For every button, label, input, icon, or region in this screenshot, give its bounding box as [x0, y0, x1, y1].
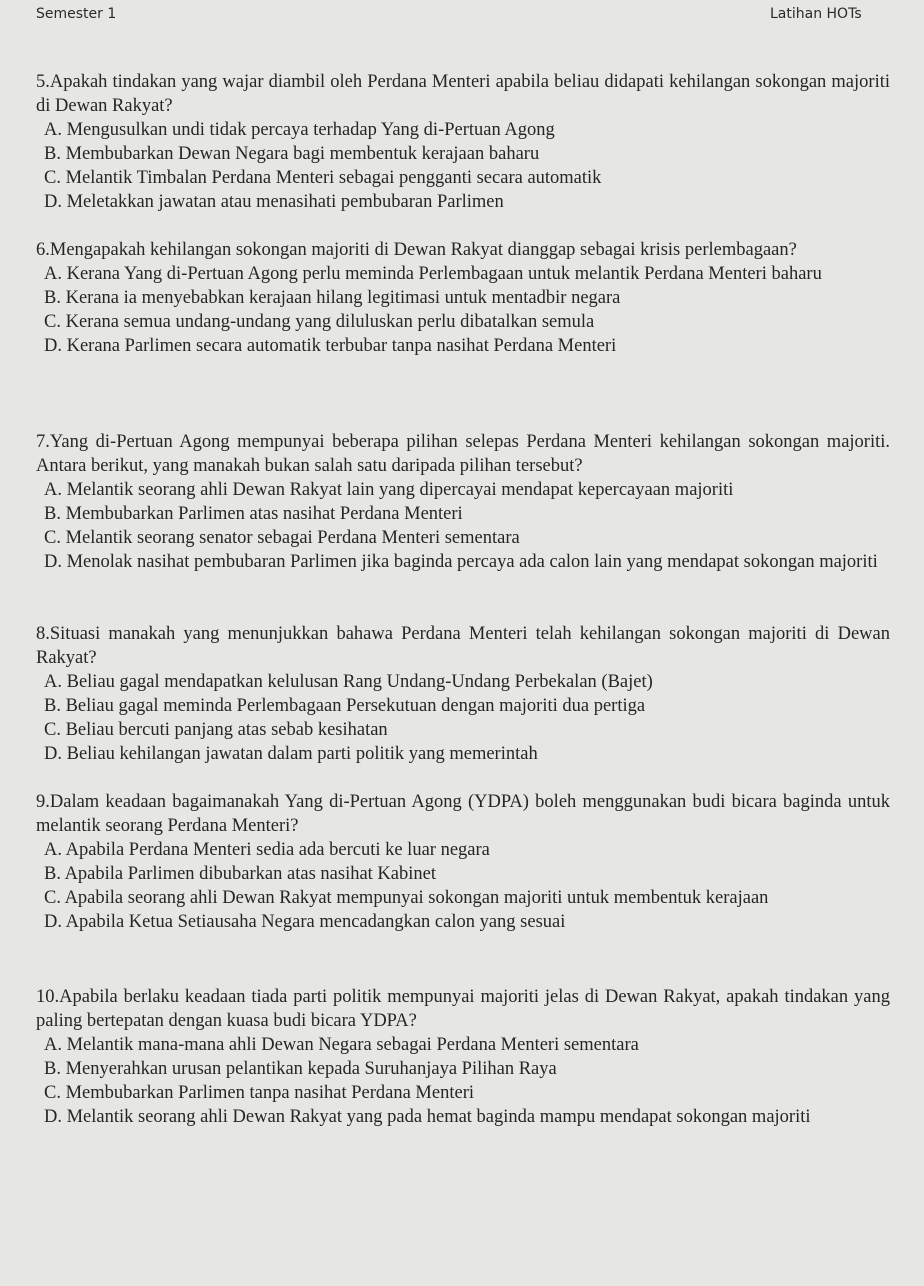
answer-option-D: D. Menolak nasihat pembubaran Parlimen jika baginda percaya ada calon lain yang mendapat sokongan majoriti [44, 552, 878, 572]
answer-option-C: C. Membubarkan Parlimen tanpa nasihat Perdana Menteri [44, 1083, 474, 1103]
answer-option-B: B. Apabila Parlimen dibubarkan atas nasihat Kabinet [44, 864, 436, 884]
answer-option-C: C. Melantik Timbalan Perdana Menteri sebagai pengganti secara automatik [44, 168, 602, 188]
answer-option-D: D. Meletakkan jawatan atau menasihati pembubaran Parlimen [44, 192, 504, 212]
answer-option-A: A. Melantik mana-mana ahli Dewan Negara sebagai Perdana Menteri sementara [44, 1035, 639, 1055]
answer-option-A: A. Beliau gagal mendapatkan kelulusan Rang Undang-Undang Perbekalan (Bajet) [44, 672, 653, 692]
question-7 [36, 430, 890, 574]
question-stem: 6.Mengapakah kehilangan sokongan majoriti di Dewan Rakyat dianggap sebagai krisis perlembagaan? [36, 240, 797, 260]
answer-option-A: A. Melantik seorang ahli Dewan Rakyat lain yang dipercayai mendapat kepercayaan majoriti [44, 480, 734, 500]
question-8 [36, 622, 890, 766]
worksheet-title: Latihan HOTs [770, 6, 862, 22]
answer-option-A: A. Mengusulkan undi tidak percaya terhadap Yang di-Pertuan Agong [44, 120, 555, 140]
question-stem: 7.Yang di-Pertuan Agong mempunyai beberapa pilihan selepas Perdana Menteri kehilangan sokongan majoriti. Antara berikut, yang manakah bukan salah satu daripada pilihan tersebut? [36, 432, 890, 476]
question-stem: 8.Situasi manakah yang menunjukkan bahawa Perdana Menteri telah kehilangan sokongan majoriti di Dewan Rakyat? [36, 624, 890, 668]
question-5 [36, 70, 890, 214]
answer-option-C: C. Melantik seorang senator sebagai Perdana Menteri sementara [44, 528, 520, 548]
answer-option-A: A. Apabila Perdana Menteri sedia ada bercuti ke luar negara [44, 840, 490, 860]
question-6 [36, 238, 890, 358]
answer-option-B: B. Membubarkan Dewan Negara bagi membentuk kerajaan baharu [44, 144, 540, 164]
answer-option-D: D. Melantik seorang ahli Dewan Rakyat yang pada hemat baginda mampu mendapat sokongan majoriti [44, 1107, 811, 1127]
answer-option-C: C. Apabila seorang ahli Dewan Rakyat mempunyai sokongan majoriti untuk membentuk kerajaan [44, 888, 769, 908]
question-stem: 5.Apakah tindakan yang wajar diambil oleh Perdana Menteri apabila beliau didapati kehilangan sokongan majoriti di Dewan Rakyat? [36, 72, 890, 116]
answer-option-D: D. Kerana Parlimen secara automatik terbubar tanpa nasihat Perdana Menteri [44, 336, 617, 356]
answer-option-B: B. Membubarkan Parlimen atas nasihat Perdana Menteri [44, 504, 463, 524]
answer-option-C: C. Kerana semua undang-undang yang diluluskan perlu dibatalkan semula [44, 312, 595, 332]
answer-option-A: A. Kerana Yang di-Pertuan Agong perlu meminda Perlembagaan untuk melantik Perdana Menteri baharu [44, 264, 822, 284]
answer-option-C: C. Beliau bercuti panjang atas sebab kesihatan [44, 720, 388, 740]
question-stem: 9.Dalam keadaan bagaimanakah Yang di-Pertuan Agong (YDPA) boleh menggunakan budi bicara baginda untuk melantik seorang Perdana Menteri? [36, 792, 890, 836]
question-stem: 10.Apabila berlaku keadaan tiada parti politik mempunyai majoriti jelas di Dewan Rakyat, apakah tindakan yang paling bertepatan dengan kuasa budi bicara YDPA? [36, 987, 890, 1031]
answer-option-B: B. Beliau gagal meminda Perlembagaan Persekutuan dengan majoriti dua pertiga [44, 696, 646, 716]
answer-option-D: D. Apabila Ketua Setiausaha Negara mencadangkan calon yang sesuai [44, 912, 566, 932]
answer-option-B: B. Menyerahkan urusan pelantikan kepada Suruhanjaya Pilihan Raya [44, 1059, 557, 1079]
answer-option-D: D. Beliau kehilangan jawatan dalam parti politik yang memerintah [44, 744, 538, 764]
semester-label: Semester 1 [36, 6, 117, 22]
question-9 [36, 790, 890, 934]
question-10 [36, 985, 890, 1129]
answer-option-B: B. Kerana ia menyebabkan kerajaan hilang legitimasi untuk mentadbir negara [44, 288, 621, 308]
